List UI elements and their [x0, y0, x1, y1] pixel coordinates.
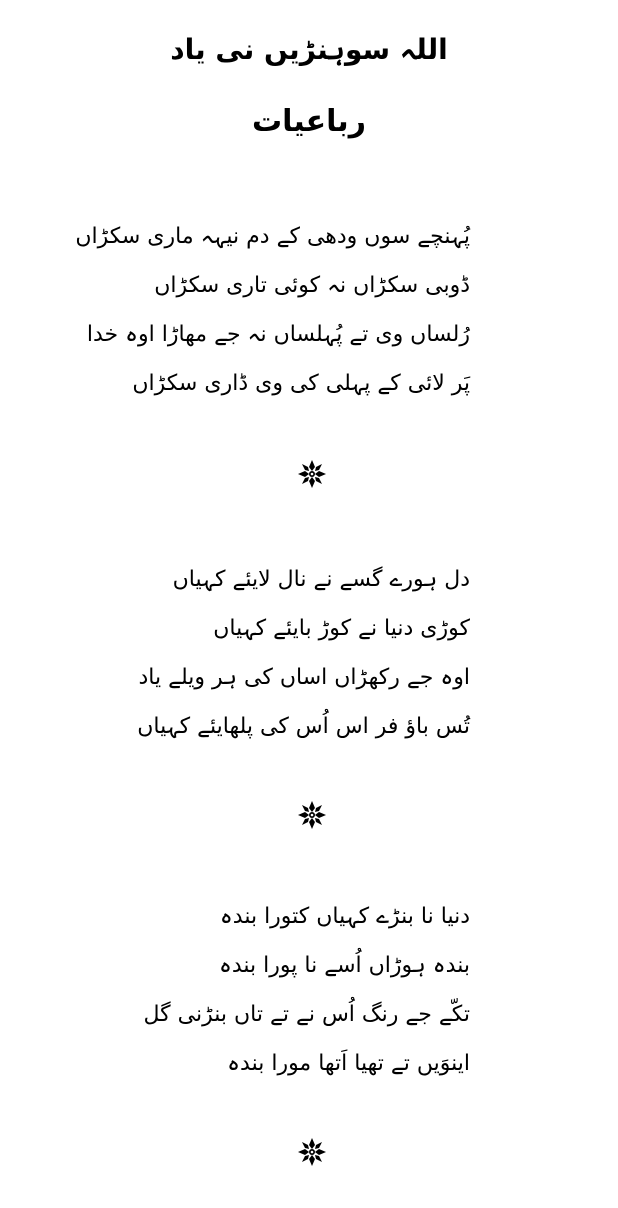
verse-line: کوڑی دنیا نے کوڑ بایئے کہیاں: [213, 616, 470, 641]
verse-line: دل ہورے گسے نے نال لایئے کہیاں: [172, 567, 470, 592]
floral-ornament-icon: [297, 459, 327, 489]
page-title: اللہ سوہنڑیں نی یاد: [170, 33, 448, 66]
verse-line: دنیا نا بنڑے کہیاں کتورا بندہ: [219, 904, 470, 929]
verse-line: پُہنچے سوں ودھی کے دم نیہہ ماری سکڑاں: [75, 224, 470, 249]
stanza: [75, 212, 470, 408]
page-subtitle: رباعیات: [252, 104, 366, 139]
verse-line: ڈوبی سکڑاں نہ کوئی تاری سکڑاں: [154, 273, 470, 298]
verse-line: تکّے جے رنگ اُس نے تے تاں بنڑنی گل: [143, 1002, 470, 1027]
verse-line: تُس باؤ فر اس اُس کی پلھایئے کہیاں: [137, 714, 470, 739]
stanza: [143, 892, 470, 1088]
verse-line: بندہ ہوڑاں اُسے نا پورا بندہ: [218, 953, 470, 978]
verse-line: پَر لائی کے پہلی کی وی ڈاری سکڑاں: [132, 371, 470, 396]
stanza: [137, 555, 470, 751]
verse-line: اوہ جے رکھڑاں اساں کی ہر ویلے یاد: [138, 665, 470, 690]
floral-ornament-icon: [297, 800, 327, 830]
verse-line: اینوَیں تے تھیا اَتھا مورا بندہ: [227, 1051, 470, 1076]
floral-ornament-icon: [297, 1137, 327, 1167]
verse-line: رُلساں وی تے پُہلساں نہ جے مھاڑا اوہ خدا: [86, 322, 470, 347]
